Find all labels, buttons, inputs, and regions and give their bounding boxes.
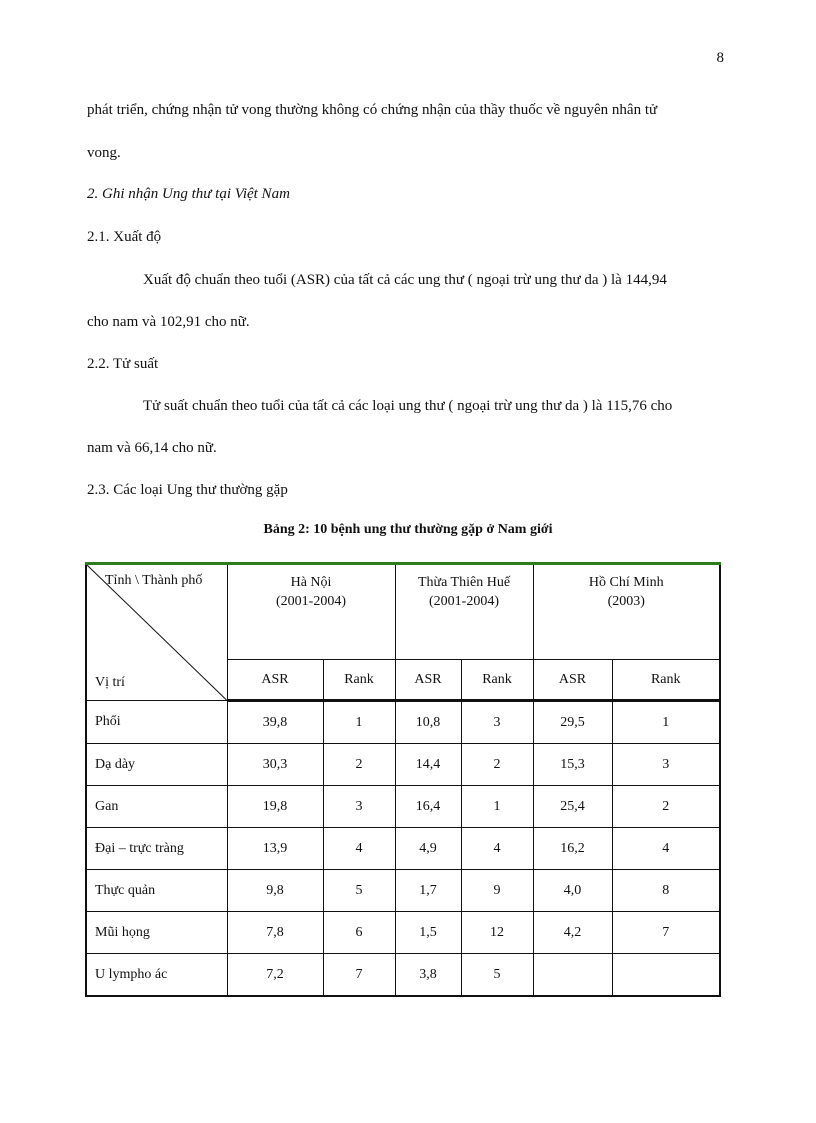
table-row [86, 912, 720, 954]
col-header-rank: Rank [323, 660, 395, 701]
value-cell: 3 [461, 701, 533, 744]
value-cell: 12 [461, 912, 533, 954]
site-cell: U lympho ác [86, 954, 227, 997]
value-cell: 4 [323, 828, 395, 870]
value-cell: 10,8 [395, 701, 461, 744]
value-cell: 16,4 [395, 786, 461, 828]
site-cell: Đại – trực tràng [86, 828, 227, 870]
value-cell: 4 [612, 828, 720, 870]
value-cell: 7,2 [227, 954, 323, 997]
value-cell: 1 [461, 786, 533, 828]
value-cell: 1,5 [395, 912, 461, 954]
value-cell: 15,3 [533, 744, 612, 786]
section-heading-2: 2. Ghi nhận Ung thư tại Việt Nam [87, 186, 290, 202]
table-row [86, 701, 720, 744]
city-header-hcm: Hồ Chí Minh (2003) [533, 564, 720, 660]
city-header-hanoi: Hà Nội (2001-2004) [227, 564, 395, 660]
section-heading-2-3: 2.3. Các loại Ung thư thường gặp [87, 482, 288, 498]
value-cell: 7 [612, 912, 720, 954]
section-heading-2-2: 2.2. Tử suất [87, 356, 159, 372]
table-row [86, 744, 720, 786]
cancer-table [85, 562, 721, 997]
paragraph-1-line-1: phát triển, chứng nhận tử vong thường không có chứng nhận của thầy thuốc về nguyên nhân tử [87, 102, 658, 118]
table-row [86, 954, 720, 997]
value-cell: 19,8 [227, 786, 323, 828]
value-cell: 2 [461, 744, 533, 786]
value-cell: 7 [323, 954, 395, 997]
value-cell: 5 [323, 870, 395, 912]
table-row [86, 870, 720, 912]
col-header-rank: Rank [612, 660, 720, 701]
value-cell: 39,8 [227, 701, 323, 744]
value-cell: 7,8 [227, 912, 323, 954]
value-cell: 30,3 [227, 744, 323, 786]
col-header-asr: ASR [395, 660, 461, 701]
site-cell: Mũi họng [86, 912, 227, 954]
value-cell: 4,0 [533, 870, 612, 912]
value-cell: 5 [461, 954, 533, 997]
value-cell: 4,2 [533, 912, 612, 954]
value-cell: 2 [323, 744, 395, 786]
paragraph-2-line-2: cho nam và 102,91 cho nữ. [87, 314, 250, 330]
col-header-asr: ASR [227, 660, 323, 701]
corner-header-site: Vị trí [95, 675, 125, 690]
value-cell: 3 [612, 744, 720, 786]
col-header-rank: Rank [461, 660, 533, 701]
value-cell: 1,7 [395, 870, 461, 912]
value-cell: 25,4 [533, 786, 612, 828]
paragraph-3-line-1: Tử suất chuẩn theo tuổi của tất cả các loại ung thư ( ngoại trừ ung thư da ) là 115,76 cho [143, 398, 673, 414]
value-cell: 9 [461, 870, 533, 912]
corner-header-city: Tỉnh \ Thành phố [105, 573, 203, 588]
col-header-asr: ASR [533, 660, 612, 701]
value-cell: 3 [323, 786, 395, 828]
value-cell: 2 [612, 786, 720, 828]
value-cell: 1 [323, 701, 395, 744]
value-cell: 3,8 [395, 954, 461, 997]
value-cell: 29,5 [533, 701, 612, 744]
value-cell: 4,9 [395, 828, 461, 870]
table-corner-cell [86, 564, 227, 701]
paragraph-1-line-2: vong. [87, 145, 121, 161]
site-cell: Dạ dày [86, 744, 227, 786]
section-heading-2-1: 2.1. Xuất độ [87, 229, 162, 245]
site-cell: Gan [86, 786, 227, 828]
value-cell [533, 954, 612, 997]
paragraph-2-line-1: Xuất độ chuẩn theo tuổi (ASR) của tất cả các ung thư ( ngoại trừ ung thư da ) là 144,94 [143, 272, 667, 288]
value-cell: 14,4 [395, 744, 461, 786]
site-cell: Phổi [86, 701, 227, 744]
value-cell [612, 954, 720, 997]
table-caption: Bảng 2: 10 bệnh ung thư thường gặp ở Nam giới [263, 522, 553, 537]
page-number: 8 [716, 50, 724, 66]
value-cell: 6 [323, 912, 395, 954]
value-cell: 9,8 [227, 870, 323, 912]
table-row [86, 786, 720, 828]
city-header-hue: Thừa Thiên Huế (2001-2004) [395, 564, 533, 660]
site-cell: Thực quản [86, 870, 227, 912]
value-cell: 16,2 [533, 828, 612, 870]
value-cell: 13,9 [227, 828, 323, 870]
value-cell: 8 [612, 870, 720, 912]
paragraph-3-line-2: nam và 66,14 cho nữ. [87, 440, 217, 456]
value-cell: 4 [461, 828, 533, 870]
value-cell: 1 [612, 701, 720, 744]
table-row [86, 828, 720, 870]
